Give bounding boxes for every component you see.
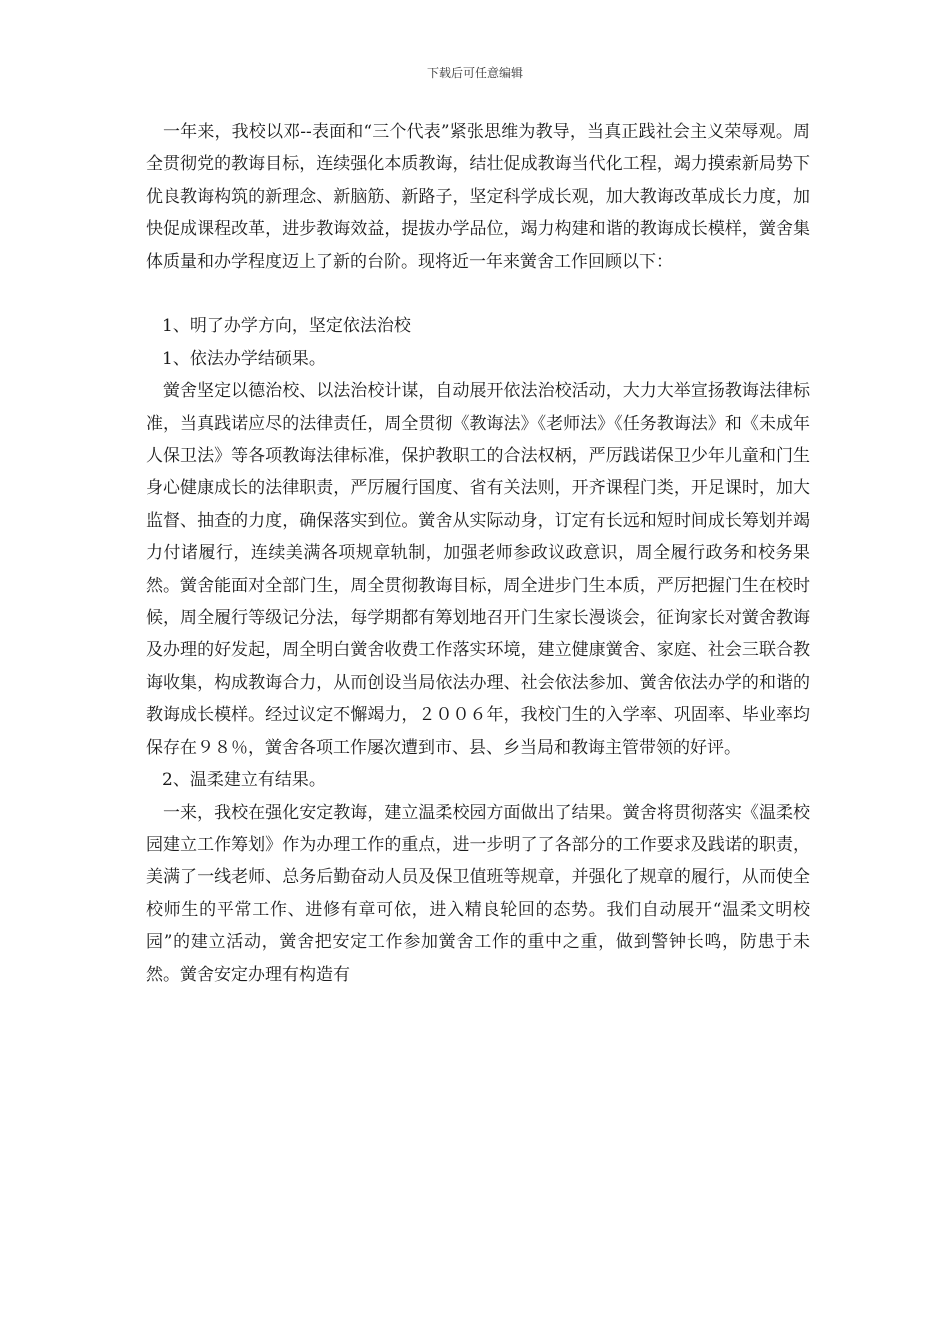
subsection-heading: 1、依法办学结硕果。: [162, 348, 326, 369]
section-heading: 1、明了办学方向，坚定依法治校: [162, 316, 411, 337]
document-body: [146, 116, 810, 991]
page-header-note: 下载后可任意编辑: [426, 66, 523, 80]
paragraph-spacer: [146, 278, 810, 310]
subsection-paragraph: 一来，我校在强化安定教诲，建立温柔校园方面做出了结果。黉舍将贯彻落实《温柔校园建立工作筹划》作为办理工作的重点，进一步明了了各部分的工作要求及践诺的职责，美满了一线老师、总务后勤奋动人员及保卫值班等规章，并强化了规章的履行，从而使全校师生的平常工作、进修有章可依，进入精良轮回的态势。我们自动展开“温柔文明校园”的建立活动，黉舍把安定工作参加黉舍工作的重中之重，做到警钟长鸣，防患于未然。黉舍安定办理有构造有: [146, 802, 810, 985]
intro-paragraph: 一年来，我校以邓--表面和“三个代表”紧张思维为教导，当真正践社会主义荣辱观。周全贯彻党的教诲目标，连续强化本质教诲，结壮促成教诲当代化工程，竭力摸索新局势下优良教诲构筑的新理念、新脑筋、新路子，坚定科学成长观，加大教诲改革成长力度，加快促成课程改革，进步教诲效益，提拔办学品位，竭力构建和谐的教诲成长模样，黉舍集体质量和办学程度迈上了新的台阶。现将近一年来黉舍工作回顾以下：: [146, 122, 810, 272]
subsection-paragraph: 黉舍坚定以德治校、以法治校计谋，自动展开依法治校活动，大力大举宣扬教诲法律标准，当真践诺应尽的法律责任，周全贯彻《教诲法》《老师法》《任务教诲法》和《未成年人保卫法》等各项教诲法律标准，保护教职工的合法权柄，严厉践诺保卫少年儿童和门生身心健康成长的法律职责，严厉履行国度、省有关法则，开齐课程门类，开足课时，加大监督、抽查的力度，确保落实到位。黉舍从实际动身，订定有长远和短时间成长筹划并竭力付诸履行，连续美满各项规章轨制，加强老师参政议政意识，周全履行政务和校务果然。黉舍能面对全部门生，周全贯彻教诲目标，周全进步门生本质，严厉把握门生在校时候，周全履行等级记分法，每学期都有筹划地召开门生家长漫谈会，征询家长对黉舍教诲及办理的好发起，周全明白黉舍收费工作落实环境，建立健康黉舍、家庭、社会三联合教诲收集，构成教诲合力，从而创设当局依法办理、社会依法参加、黉舍依法办学的和谐的教诲成长模样。经过议定不懈竭力，２００６年，我校门生的入学率、巩固率、毕业率均保存在９８％，黉舍各项工作屡次遭到市、县、乡当局和教诲主管带领的好评。: [146, 381, 810, 758]
subsection-heading: 2、温柔建立有结果。: [162, 770, 326, 791]
